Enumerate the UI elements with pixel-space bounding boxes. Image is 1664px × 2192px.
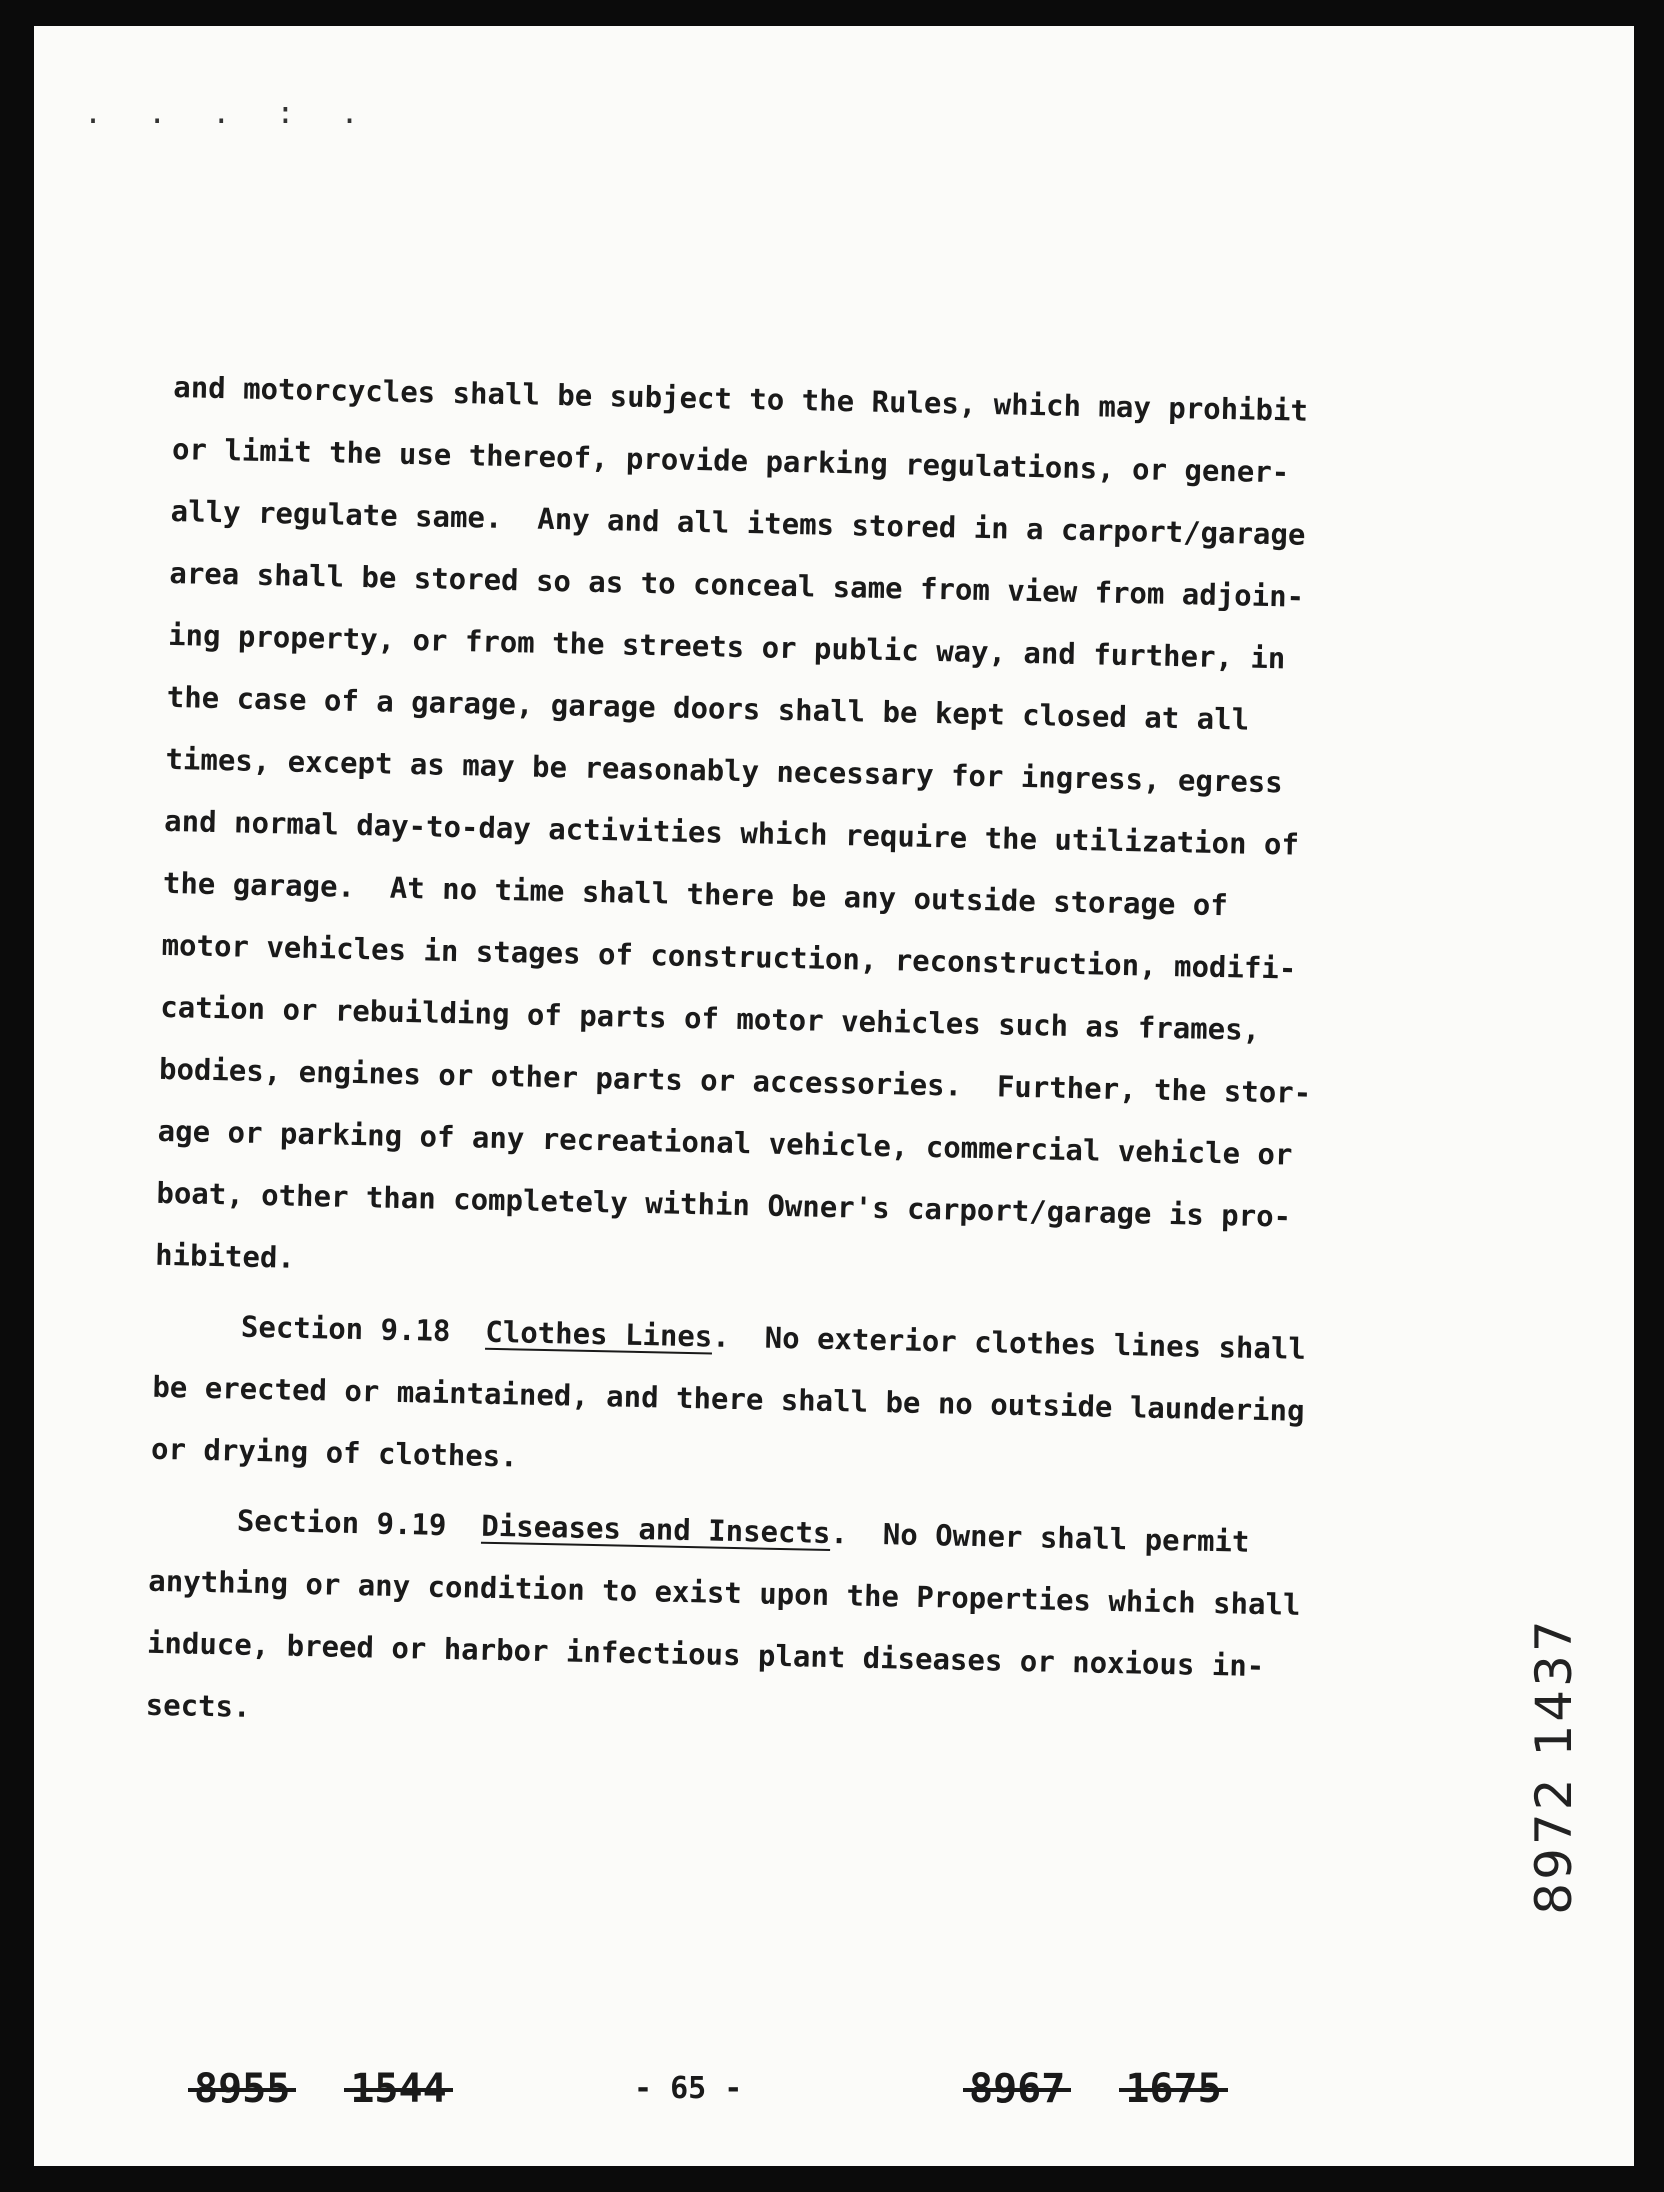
text-line: boat, other than completely within Owner's carport/garage is pro-	[156, 1175, 1292, 1234]
margin-record-number	[1525, 1556, 1583, 1976]
text-line: induce, breed or harbor infectious plant diseases or noxious in-	[146, 1625, 1265, 1684]
section-9-18	[150, 1294, 1454, 1507]
text-line: ing property, or from the streets or public way, and further, in	[167, 617, 1286, 676]
margin-record-text: 8972 1437	[1525, 1617, 1583, 1915]
text-line: and normal day-to-day activities which require the utilization of	[163, 803, 1300, 862]
section-9-19	[145, 1488, 1450, 1763]
body-text	[145, 356, 1474, 1763]
text-line: hibited.	[154, 1237, 296, 1275]
document-page	[34, 26, 1634, 2166]
text-line: the case of a garage, garage doors shall be kept closed at all	[166, 679, 1250, 737]
struck-book-number: 8967	[969, 2066, 1066, 2112]
footer-right-record	[969, 2066, 1222, 2112]
text-line: bodies, engines or other parts or accessories. Further, the stor-	[158, 1051, 1312, 1110]
struck-page-number: 1675	[1125, 2066, 1222, 2112]
section-heading-line: Section 9.18 Clothes Lines. No exterior clothes lines shall	[240, 1309, 1307, 1366]
struck-page-number: 1544	[350, 2066, 447, 2112]
text-line: or drying of clothes.	[150, 1431, 519, 1474]
section-number: Section 9.18	[240, 1309, 451, 1348]
text-line: the garage. At no time shall there be any outside storage of	[162, 865, 1229, 923]
section-title: Clothes Lines	[485, 1314, 713, 1354]
section-number: Section 9.19	[236, 1503, 447, 1542]
section-heading-line: Section 9.19 Diseases and Insects. No Owner shall permit	[236, 1503, 1250, 1559]
text-line: cation or rebuilding of parts of motor vehicles such as frames,	[160, 989, 1261, 1047]
text-line: area shall be stored so as to conceal same from view from adjoin-	[169, 555, 1305, 614]
footer-left-record	[194, 2066, 447, 2112]
text-line: ally regulate same. Any and all items stored in a carport/garage	[170, 493, 1306, 552]
section-title: Diseases and Insects	[480, 1508, 831, 1551]
text-line: be erected or maintained, and there shall be no outside laundering	[152, 1369, 1305, 1428]
section-first-line: No exterior clothes lines shall	[729, 1319, 1307, 1366]
section-first-line: No Owner shall permit	[847, 1516, 1250, 1559]
text-line: or limit the use thereof, provide parking regulations, or gener-	[171, 431, 1290, 490]
page-number: - 65 -	[634, 2071, 743, 2106]
text-line: and motorcycles shall be subject to the Rules, which may prohibit	[172, 369, 1309, 428]
scan-speckle: . . . : .	[84, 96, 373, 131]
struck-book-number: 8955	[194, 2066, 291, 2112]
text-line: motor vehicles in stages of construction, reconstruction, modifi-	[161, 927, 1297, 986]
text-line: times, except as may be reasonably necessary for ingress, egress	[165, 741, 1284, 800]
text-line: age or parking of any recreational vehicle, commercial vehicle or	[157, 1113, 1293, 1172]
text-line: anything or any condition to exist upon the Properties which shall	[147, 1563, 1301, 1622]
text-line: sects.	[145, 1687, 251, 1724]
